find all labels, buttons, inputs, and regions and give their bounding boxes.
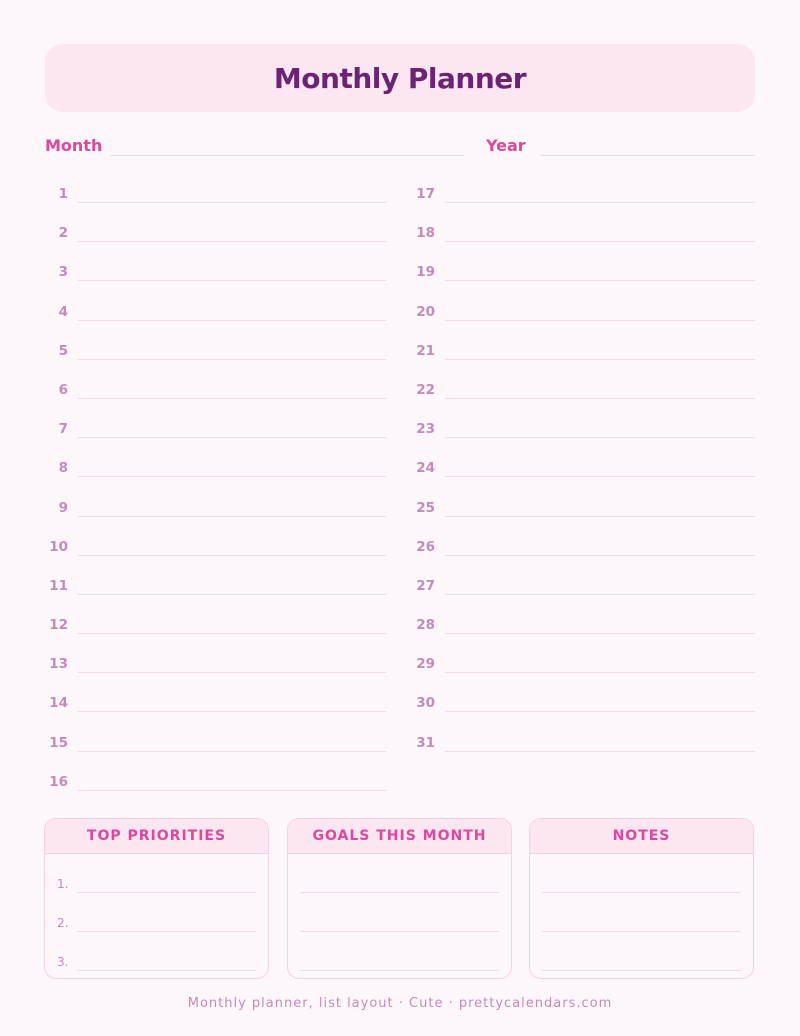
day-row[interactable] — [44, 213, 386, 252]
day-row[interactable] — [411, 252, 755, 291]
day-entry-line[interactable] — [445, 359, 755, 360]
goals-title: GOALS THIS MONTH — [288, 819, 511, 854]
title-banner — [45, 44, 755, 112]
day-entry-line[interactable] — [445, 241, 755, 242]
day-number: 20 — [416, 303, 435, 320]
day-entry-line[interactable] — [78, 437, 386, 438]
day-number: 4 — [58, 303, 68, 320]
day-number: 26 — [416, 538, 435, 555]
day-row[interactable] — [44, 448, 386, 487]
day-number: 16 — [49, 773, 68, 790]
day-row[interactable] — [44, 605, 386, 644]
day-row[interactable] — [44, 409, 386, 448]
day-number: 11 — [49, 577, 68, 594]
month-label: Month — [45, 136, 103, 155]
page-title: Monthly Planner — [273, 61, 527, 95]
day-row[interactable] — [411, 723, 755, 762]
day-entry-line[interactable] — [445, 398, 755, 399]
notes-title: NOTES — [530, 819, 753, 854]
goal-row[interactable] — [288, 854, 511, 893]
year-label: Year — [486, 136, 526, 155]
day-entry-line[interactable] — [78, 516, 386, 517]
day-number: 25 — [416, 499, 435, 516]
day-entry-line[interactable] — [78, 594, 386, 595]
day-entry-line[interactable] — [445, 516, 755, 517]
day-entry-line[interactable] — [445, 555, 755, 556]
day-row[interactable] — [411, 566, 755, 605]
day-row[interactable] — [44, 370, 386, 409]
day-row[interactable] — [411, 409, 755, 448]
priority-number: 1. — [57, 877, 69, 891]
day-entry-line[interactable] — [78, 672, 386, 673]
note-row[interactable] — [530, 932, 753, 971]
day-entry-line[interactable] — [78, 320, 386, 321]
day-row[interactable] — [44, 762, 386, 801]
day-entry-line[interactable] — [445, 476, 755, 477]
footer-caption: Monthly planner, list layout · Cute · prettycalendars.com — [187, 996, 613, 1011]
day-number: 15 — [49, 734, 68, 751]
day-number: 23 — [416, 421, 435, 438]
day-entry-line[interactable] — [78, 790, 386, 791]
day-number: 9 — [58, 499, 68, 516]
days-column-left — [44, 174, 386, 801]
day-entry-line[interactable] — [78, 280, 386, 281]
day-number: 14 — [49, 695, 68, 712]
day-row[interactable] — [44, 723, 386, 762]
goal-line[interactable] — [300, 970, 499, 971]
priority-number: 2. — [57, 916, 69, 930]
day-entry-line[interactable] — [78, 202, 386, 203]
notes-card — [529, 818, 754, 979]
priority-row[interactable] — [45, 893, 268, 932]
priority-number: 3. — [57, 955, 69, 969]
day-row[interactable] — [411, 488, 755, 527]
day-entry-line[interactable] — [445, 202, 755, 203]
day-row[interactable] — [411, 527, 755, 566]
day-row[interactable] — [44, 566, 386, 605]
day-entry-line[interactable] — [445, 711, 755, 712]
day-number: 2 — [58, 225, 68, 242]
day-entry-line[interactable] — [445, 633, 755, 634]
note-line[interactable] — [542, 970, 741, 971]
priority-line[interactable] — [77, 970, 256, 971]
day-row[interactable] — [44, 292, 386, 331]
day-entry-line[interactable] — [78, 555, 386, 556]
day-row[interactable] — [411, 331, 755, 370]
day-number: 6 — [58, 381, 68, 398]
day-number: 7 — [58, 421, 68, 438]
day-number: 5 — [58, 342, 68, 359]
day-entry-line[interactable] — [78, 398, 386, 399]
day-entry-line[interactable] — [445, 437, 755, 438]
day-number: 21 — [416, 342, 435, 359]
day-row[interactable] — [411, 683, 755, 722]
day-number: 18 — [416, 225, 435, 242]
day-number: 3 — [58, 264, 68, 281]
day-entry-line[interactable] — [445, 594, 755, 595]
day-number: 24 — [416, 460, 435, 477]
day-row[interactable] — [44, 331, 386, 370]
day-number: 27 — [416, 577, 435, 594]
day-entry-line[interactable] — [78, 241, 386, 242]
day-entry-line[interactable] — [445, 280, 755, 281]
day-entry-line[interactable] — [445, 672, 755, 673]
day-number: 30 — [416, 695, 435, 712]
day-row[interactable] — [44, 683, 386, 722]
goal-row[interactable] — [288, 893, 511, 932]
top-priorities-card — [44, 818, 269, 979]
day-row[interactable] — [411, 370, 755, 409]
day-number: 17 — [416, 186, 435, 202]
goal-row[interactable] — [288, 932, 511, 971]
day-row[interactable] — [411, 448, 755, 487]
day-row[interactable] — [411, 174, 755, 213]
day-entry-line[interactable] — [78, 633, 386, 634]
top-priorities-title: TOP PRIORITIES — [45, 819, 268, 854]
day-number: 8 — [58, 460, 68, 477]
day-row[interactable] — [411, 605, 755, 644]
year-field[interactable] — [540, 155, 755, 156]
day-row[interactable] — [411, 644, 755, 683]
day-number: 28 — [416, 617, 435, 634]
priority-row[interactable] — [45, 854, 268, 893]
day-row[interactable] — [44, 252, 386, 291]
day-row[interactable] — [411, 292, 755, 331]
goals-card — [287, 818, 512, 979]
day-row[interactable] — [44, 527, 386, 566]
day-number: 31 — [416, 734, 435, 751]
day-entry-line[interactable] — [78, 711, 386, 712]
note-row[interactable] — [530, 854, 753, 893]
note-row[interactable] — [530, 893, 753, 932]
day-entry-line[interactable] — [445, 320, 755, 321]
day-entry-line[interactable] — [78, 476, 386, 477]
day-row[interactable] — [44, 174, 386, 213]
day-entry-line[interactable] — [78, 359, 386, 360]
day-row[interactable] — [44, 644, 386, 683]
day-number: 10 — [49, 538, 68, 555]
days-column-right — [411, 174, 755, 762]
priority-row[interactable] — [45, 932, 268, 971]
day-number: 12 — [49, 617, 68, 634]
day-number: 13 — [49, 656, 68, 673]
day-number: 19 — [416, 264, 435, 281]
day-entry-line[interactable] — [445, 751, 755, 752]
day-number: 29 — [416, 656, 435, 673]
day-number: 1 — [58, 186, 68, 202]
day-row[interactable] — [411, 213, 755, 252]
day-number: 22 — [416, 381, 435, 398]
day-entry-line[interactable] — [78, 751, 386, 752]
month-field[interactable] — [110, 155, 464, 156]
day-row[interactable] — [44, 488, 386, 527]
